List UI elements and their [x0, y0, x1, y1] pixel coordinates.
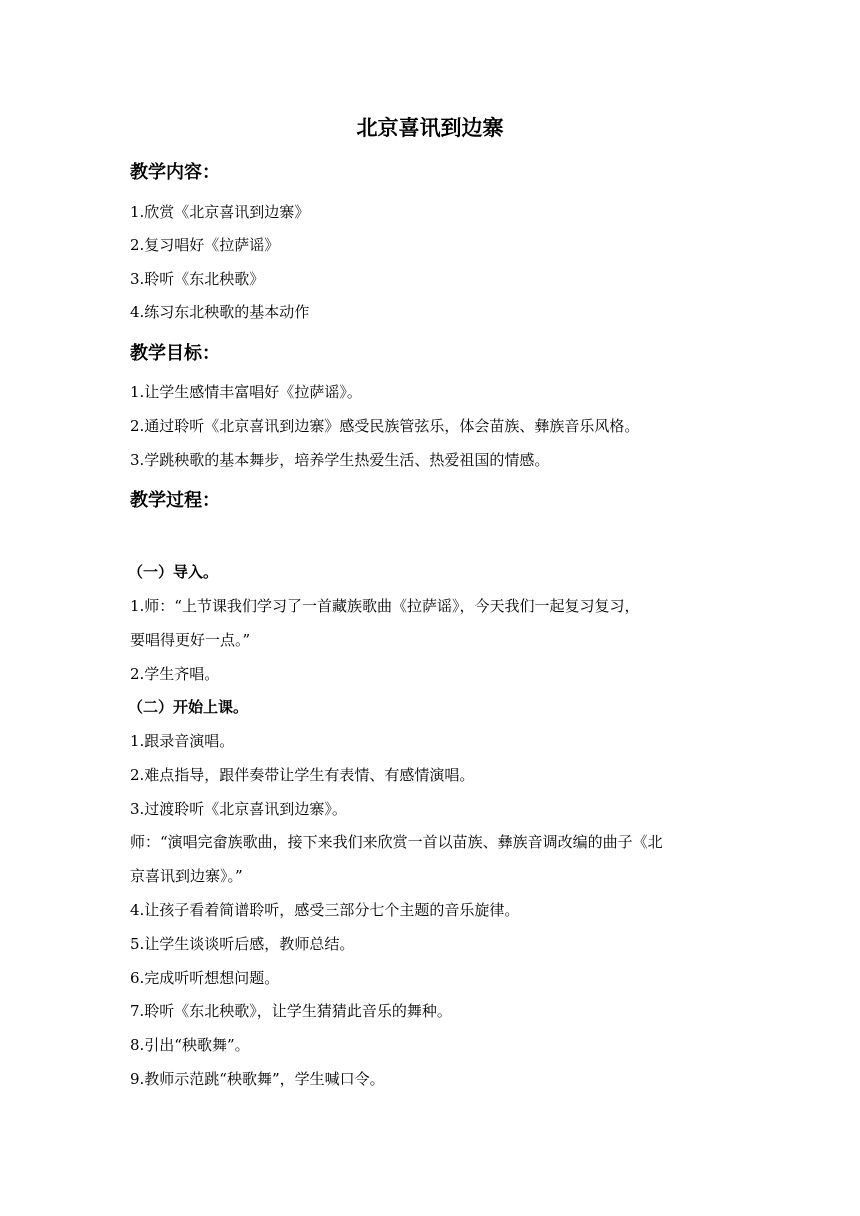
process-line: 7.聆听《东北秧歌》，让学生猜猜此音乐的舞种。 — [130, 1002, 452, 1020]
section-heading-goals: 教学目标： — [130, 343, 220, 364]
process-line: 2.学生齐唱。 — [130, 665, 220, 683]
section-heading-content: 教学内容： — [130, 162, 220, 183]
process-line: 师：“演唱完畲族歌曲，接下来我们来欣赏一首以苗族、彝族音调改编的曲子《北 — [130, 833, 663, 851]
process-line: 6.完成听听想想问题。 — [130, 969, 280, 987]
process-part-heading: （一）导入。 — [128, 563, 219, 581]
goal-item: 3.学跳秧歌的基本舞步，培养学生热爱生活、热爱祖国的情感。 — [130, 451, 550, 469]
process-line: 1.跟录音演唱。 — [130, 732, 235, 750]
section-heading-process: 教学过程： — [130, 490, 220, 511]
content-item: 2.复习唱好《拉萨谣》 — [130, 236, 280, 254]
goal-item: 1.让学生感情丰富唱好《拉萨谣》。 — [130, 383, 362, 401]
process-line: 4.让孩子看着简谱聆听，感受三部分七个主题的音乐旋律。 — [130, 901, 520, 919]
process-line: 2.难点指导，跟伴奏带让学生有表情、有感情演唱。 — [130, 766, 475, 784]
process-line: 1.师：“上节课我们学习了一首藏族歌曲《拉萨谣》，今天我们一起复习复习， — [130, 597, 640, 615]
document-title: 北京喜讯到边寨 — [356, 116, 504, 140]
process-line: 8.引出“秧歌舞”。 — [130, 1036, 250, 1054]
process-line: 3.过渡聆听《北京喜讯到边寨》。 — [130, 800, 347, 818]
process-line: 9.教师示范跳“秧歌舞”，学生喊口令。 — [130, 1070, 385, 1088]
goal-item: 2.通过聆听《北京喜讯到边寨》感受民族管弦乐，体会苗族、彝族音乐风格。 — [130, 417, 640, 435]
content-item: 4.练习东北秧歌的基本动作 — [130, 303, 310, 321]
process-line: 要唱得更好一点。” — [130, 631, 251, 649]
process-line: 5.让学生谈谈听后感，教师总结。 — [130, 935, 355, 953]
content-item: 1.欣赏《北京喜讯到边寨》 — [130, 203, 310, 221]
process-line: 京喜讯到边寨》。” — [130, 867, 243, 885]
process-part-heading: （二）开始上课。 — [128, 698, 249, 716]
content-item: 3.聆听《东北秧歌》 — [130, 270, 265, 288]
